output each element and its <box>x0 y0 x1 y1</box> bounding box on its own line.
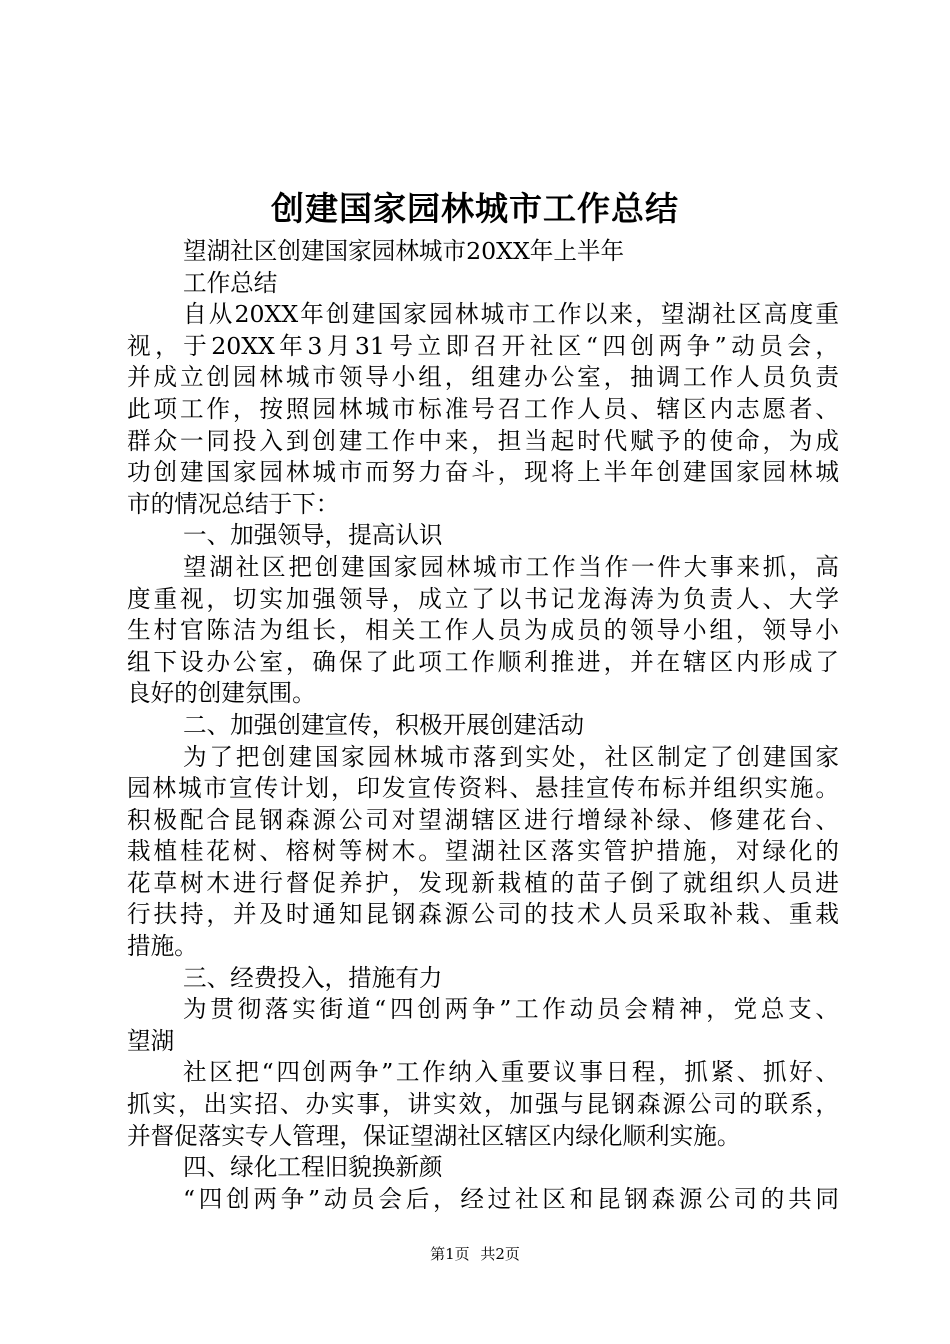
document-title: 创建国家园林城市工作总结 <box>271 189 679 228</box>
paragraph-line: 度重视，切实加强领导，成立了以书记龙海涛为负责人、大学 <box>127 584 839 613</box>
paragraph-line: 自从20XX年创建国家园林城市工作以来，望湖社区高度重 <box>183 300 839 329</box>
paragraph-line: 并成立创园林城市领导小组，组建办公室，抽调工作人员负责 <box>127 363 839 392</box>
page-number: 第1页 <box>430 1245 470 1263</box>
paragraph-line: 此项工作，按照园林城市标准号召工作人员、辖区内志愿者、 <box>127 394 839 423</box>
paragraph-line: 抓实，出实招、办实事，讲实效，加强与昆钢森源公司的联系， <box>127 1090 839 1119</box>
paragraph-line: 视，于20XX年3月31号立即召开社区“四创两争”动员会， <box>127 331 839 360</box>
paragraph-line: 为了把创建国家园林城市落到实处，社区制定了创建国家 <box>183 742 839 771</box>
section-heading: 四、绿化工程旧貌换新颜 <box>183 1153 443 1182</box>
paragraph-line: 并督促落实专人管理，保证望湖社区辖区内绿化顺利实施。 <box>127 1121 741 1150</box>
paragraph-line: 为贯彻落实街道“四创两争”工作动员会精神，党总支、 <box>183 995 839 1024</box>
paragraph-line: 园林城市宣传计划，印发宣传资料、悬挂宣传布标并组织实施。 <box>127 774 839 803</box>
subtitle-line: 工作总结 <box>183 268 278 297</box>
section-heading: 三、经费投入，措施有力 <box>183 963 443 992</box>
paragraph-line: “四创两争”动员会后，经过社区和昆钢森源公司的共同 <box>183 1184 839 1213</box>
paragraph-line: 良好的创建氛围。 <box>127 679 316 708</box>
section-heading: 二、加强创建宣传，积极开展创建活动 <box>183 710 585 739</box>
paragraph-line: 社区把“四创两争”工作纳入重要议事日程，抓紧、抓好、 <box>183 1058 839 1087</box>
section-heading: 一、加强领导，提高认识 <box>183 521 443 550</box>
paragraph-line: 望湖 <box>127 1026 175 1055</box>
document-body <box>127 236 839 1215</box>
paragraph-line: 市的情况总结于下： <box>127 489 340 518</box>
subtitle-line: 望湖社区创建国家园林城市20XX年上半年 <box>183 237 625 265</box>
paragraph-line: 功创建国家园林城市而努力奋斗，现将上半年创建国家园林城 <box>127 458 839 487</box>
paragraph-line: 望湖社区把创建国家园林城市工作当作一件大事来抓，高 <box>183 552 839 581</box>
paragraph-line: 积极配合昆钢森源公司对望湖辖区进行增绿补绿、修建花台、 <box>127 805 839 834</box>
page-footer <box>0 1244 950 1264</box>
paragraph-line: 花草树木进行督促养护，发现新栽植的苗子倒了就组织人员进 <box>127 868 839 897</box>
page-total: 共2页 <box>480 1245 520 1263</box>
paragraph-line: 行扶持，并及时通知昆钢森源公司的技术人员采取补栽、重栽 <box>127 900 839 929</box>
paragraph-line: 栽植桂花树、榕树等树木。望湖社区落实管护措施，对绿化的 <box>127 837 839 866</box>
paragraph-line: 群众一同投入到创建工作中来，担当起时代赋予的使命，为成 <box>127 426 839 455</box>
paragraph-line: 措施。 <box>127 932 198 961</box>
paragraph-line: 生村官陈洁为组长，相关工作人员为成员的领导小组，领导小 <box>127 616 839 645</box>
paragraph-line: 组下设办公室，确保了此项工作顺利推进，并在辖区内形成了 <box>127 647 839 676</box>
